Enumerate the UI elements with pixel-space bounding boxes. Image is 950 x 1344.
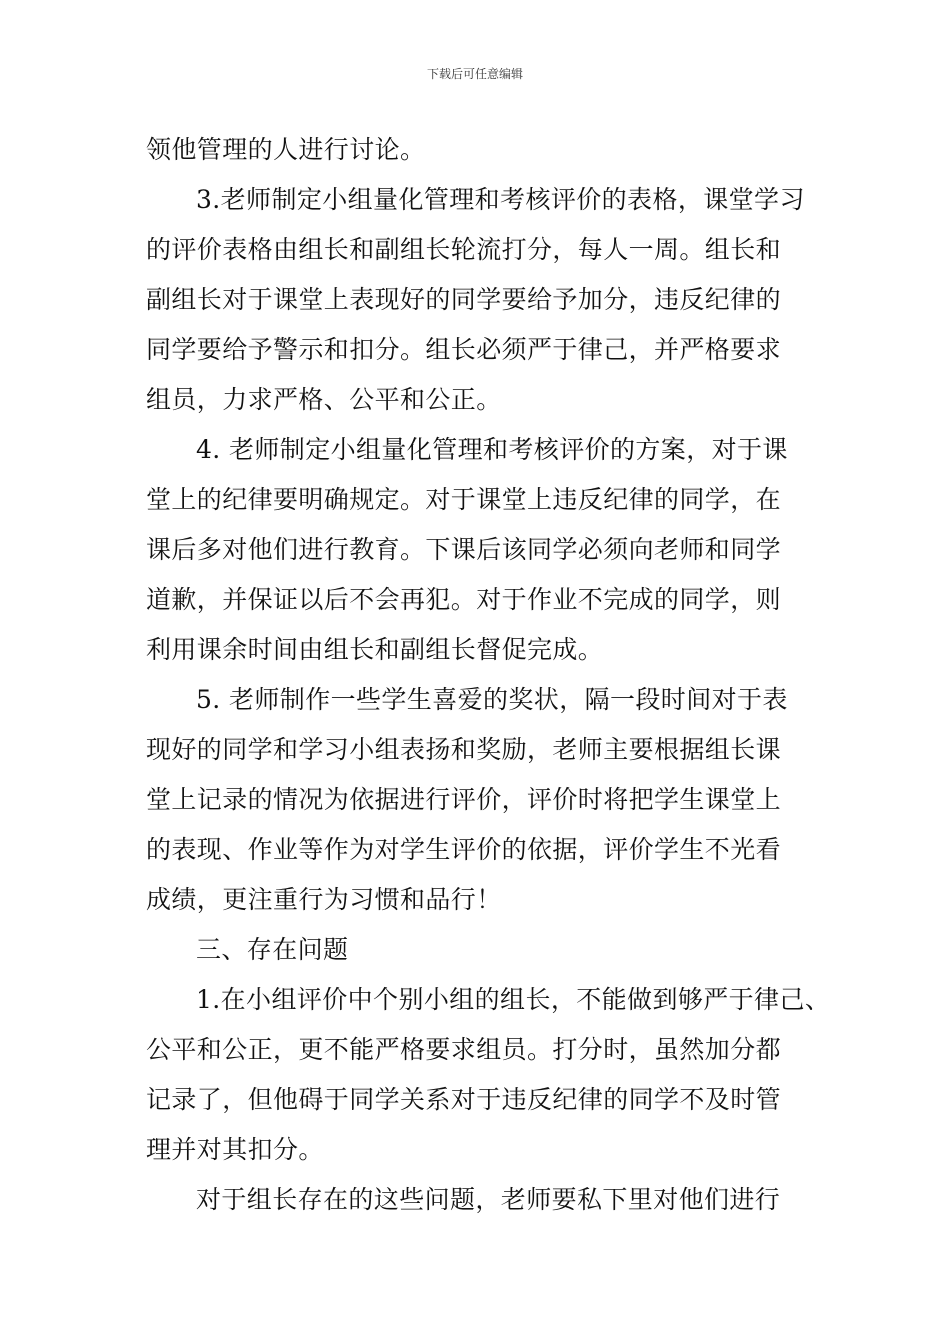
text-line: 堂上的纪律要明确规定。对于课堂上违反纪律的同学，在 xyxy=(146,485,782,514)
text-line: 利用课余时间由组长和副组长督促完成。 xyxy=(146,635,604,664)
text-line: 成绩，更注重行为习惯和品行！ xyxy=(146,885,502,914)
page-header: 下载后可任意编辑 xyxy=(426,67,523,81)
text-line: 1.在小组评价中个别小组的组长，不能做到够严于律己、 xyxy=(196,985,831,1014)
text-line: 5. 老师制作一些学生喜爱的奖状，隔一段时间对于表 xyxy=(196,685,788,714)
text-line: 3.老师制定小组量化管理和考核评价的表格，课堂学习 xyxy=(196,185,805,214)
text-line: 的评价表格由组长和副组长轮流打分，每人一周。组长和 xyxy=(146,235,782,264)
text-line: 副组长对于课堂上表现好的同学要给予加分，违反纪律的 xyxy=(146,285,782,314)
text-line: 对于组长存在的这些问题，老师要私下里对他们进行 xyxy=(196,1185,781,1214)
text-line: 堂上记录的情况为依据进行评价，评价时将把学生课堂上 xyxy=(146,785,782,814)
text-line: 同学要给予警示和扣分。组长必须严于律己，并严格要求 xyxy=(146,335,782,364)
text-line: 4. 老师制定小组量化管理和考核评价的方案，对于课 xyxy=(196,435,788,464)
text-line: 的表现、作业等作为对学生评价的依据，评价学生不光看 xyxy=(146,835,782,864)
text-line: 课后多对他们进行教育。下课后该同学必须向老师和同学 xyxy=(146,535,782,564)
text-line: 理并对其扣分。 xyxy=(146,1135,324,1164)
text-line: 现好的同学和学习小组表扬和奖励，老师主要根据组长课 xyxy=(146,735,782,764)
section-heading: 三、存在问题 xyxy=(196,935,349,964)
text-line: 组员，力求严格、公平和公正。 xyxy=(146,385,502,414)
text-line: 道歉，并保证以后不会再犯。对于作业不完成的同学，则 xyxy=(146,585,782,614)
text-line: 领他管理的人进行讨论。 xyxy=(146,135,426,164)
text-line: 公平和公正，更不能严格要求组员。打分时，虽然加分都 xyxy=(146,1035,782,1064)
text-line: 记录了，但他碍于同学关系对于违反纪律的同学不及时管 xyxy=(146,1085,782,1114)
